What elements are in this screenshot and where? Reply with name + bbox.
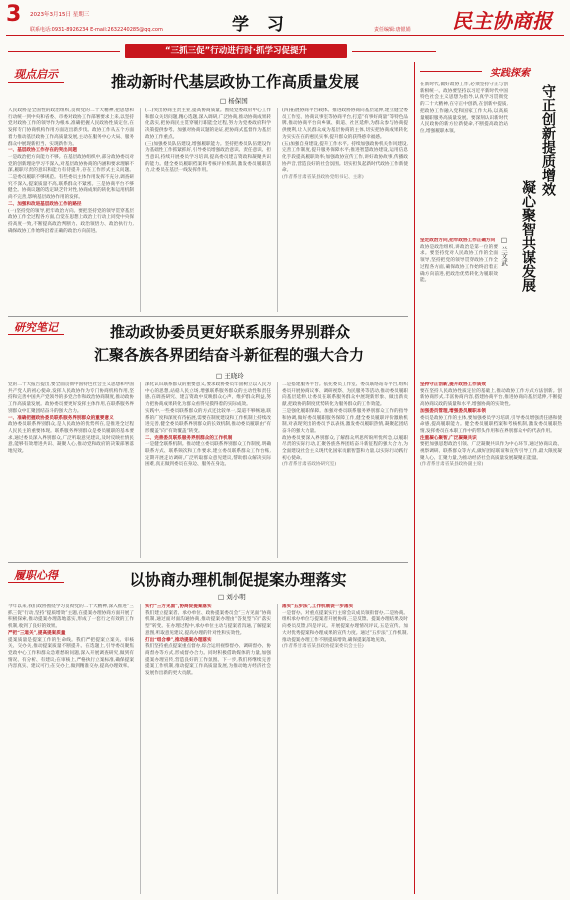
article3-tag: 履职心得 — [14, 569, 58, 582]
date-line: 2023年3月15日 星期三 — [30, 12, 90, 18]
article3-sub2: 实行“三方见面”,协商促提案落实 — [145, 604, 212, 609]
article2-sub1: 一、准确把握政协委员联系服务界别群众的重要意义 — [8, 415, 114, 421]
article2-col2 — [145, 382, 271, 558]
sidebar-sub1: 坚定政治方向,把牢政协工作正确方向 — [420, 238, 496, 243]
article3-body4: 一是督办。对重点提案实行主席会议成员领衔督办,二是协商。组织承办单位与提案者开展协商,三是反馈。提案办理结果及时向委员反馈,四是评议。开展提案办理情况评议,五是宣传。加大对优秀提案和办理成果的宣传力度。通过“五步法”工作机制,推动提案办理工作不断提质增效,确保提案落地见效。 — [282, 610, 408, 643]
a2-divider-2 — [277, 382, 278, 558]
article2-body1: 党的二十大报告提出,要全面贯彻中国特色社会主义思想和中国共产党人的初心使命,发挥人民政协作为专门协商机构作用,坚持和完善中国共产党领导的多党合作和政治协商制度,推动政协工作高质量发展。政协委员要更好发挥主体作用,在联系服务界别群众中汇聚团结奋斗的强大合力。 — [8, 382, 134, 414]
article2-body8: 政协委员要深入界别群众,了解群众所思所盼所忧所急,以履职尽责的实际行动,汇聚各族各界团结奋斗新征程的强大合力,为全面建设社会主义现代化国家贡献智慧和力量,以实际行动践行初心使命。 — [282, 435, 408, 461]
a3-divider-2 — [277, 604, 278, 894]
masthead-rule — [6, 35, 564, 36]
banner-text: “三抓三促”行动进行时·抓学习促提升 — [165, 46, 307, 56]
article3-body1: 今年以来,我们政协围绕学习贯彻党的二十大精神,深入推进“三抓三促”行动,坚持“提质增效”主题,在提案办理协商方面开展了积极探索,推动提案办理落地落实,形成了一套行之有效的工作机制,收到了良好的效果。 — [8, 604, 134, 630]
article1-footer: (作者系甘肃省某县政协党组书记、主席) — [282, 175, 364, 181]
article1-tag: 现点启示 — [14, 68, 58, 81]
article2-body3: 深化认识联系群众的重要意义,要求政协委员牢固树立以人民为中心的思想,站稳人民立场,增强联系服务群众的主动性和责任感,在调查研究、建言资政中反映群众心声、维护群众利益,努力把协商成果转化为群众看得见摸得着的实际成效。 — [145, 382, 271, 408]
article1-title: 推动新时代基层政协工作高质量发展 — [110, 73, 359, 91]
section-name: 学 习 — [232, 15, 290, 35]
banner-left-line — [8, 51, 120, 52]
article3-footer: (作者系甘肃省某县政协提案委员会主任) — [282, 644, 364, 650]
sidebar-title-line2: 凝心聚智共谋发展 — [520, 180, 536, 292]
sidebar-col-top — [420, 82, 508, 234]
article1-body4: (二)突出协商主责主业,提高协商质量。围绕党委政府中心工作和群众关切问题,精心选题,深入调研,广泛协商,推动协商成果转化落实,把协商民主贯穿履行职能全过程,努力为党委政府科学决策提供参考。加强对协商议题的论证,把协商式监督作为基层政协工作重点。 — [145, 108, 271, 140]
article1-body3: (一)坚持党的领导,把牢政治方向。要把坚持党的领导贯穿基层政协工作全过程各方面,自觉在思想上政治上行动上同党中央保持高度一致,不断提高政治判断力、政治领悟力、政治执行力,确保政协工作始终沿着正确的政治方向前进。 — [8, 208, 134, 234]
article3-body2: 提案质量是提案工作的生命线。我们严把提案立案关、审核关、交办关,推动提案质量不断提升。在选题上,引导委员聚焦党政中心工作和群众急难愁盼问题,深入开展调查研究,做到有情况、有分析、有建议;在审核上,严格执行立案标准,确保提案内容真实、建议可行;在交办上,做到精准交办,提高办理效率。 — [8, 637, 134, 670]
article2-body4: 实践中,一些委员联系群众的方式还比较单一,渠道不够畅通,联系的广度和深度有待拓展,需要在制度建设和工作机制上持续改进完善,健全委员联系界别群众的长效机制,推动委员履职由“有形覆盖”向“有效覆盖”转变。 — [145, 408, 271, 434]
article1-body2: 一是政治把方向能力不够。在基层政协组织中,部分政协委员对党的创新理论学习不深入,对基层政协协商的内涵和要求理解不深,履职尽责的意识和能力有待提升,存在工作形式主义问题。二是委员履职不够规范。有些委员主体作用发挥不充分,调查研究不深入,提案质量不高,联系群众不紧密。三是协商平台不够健全。协商议题的选定缺乏针对性,协商成果的转化和运用机制尚不完善,影响基层政协作用的发挥。 — [8, 154, 134, 201]
contact-line: 联系电话:0931-8926234 E-mail:2632240285@qq.com — [30, 27, 163, 33]
sidebar-body1: 在新时代,做好政协工作,必须坚持守正与创新相统一。政协要坚持以习近平新时代中国特色社会主义思想为指导,认真学习贯彻党的二十大精神,在守正中创新,在创新中提质,把政协工作融入党和国家工作大局,以高质量履职服务高质量发展。要深刻认识新时代人民政协的新方位新使命,不断提高政治站位,增强履职本领。 — [420, 82, 508, 134]
a1-divider-1 — [140, 108, 141, 312]
a2-bottom-rule — [8, 562, 408, 563]
article2-tag-underline — [8, 334, 64, 335]
a2-divider-1 — [140, 382, 141, 558]
sidebar-sub3: 加强委员管理,增强委员履职本领 — [420, 408, 486, 414]
sidebar-title-line1: 守正创新提质增效 — [540, 84, 556, 196]
article1-body7: (五)加强自身建设,提升工作水平。持续加强政协机关作风建设,完善工作制度,提升服务保障水平;推进智慧政协建设,运用信息化手段提高履职效率;加强政协宣传工作,讲好政协故事,传播政协声音,营造良好的社会氛围。切实担负起新时代政协工作新使命。 — [282, 141, 408, 174]
sidebar-sub4: 注重凝心聚智,广泛凝聚共识 — [420, 435, 477, 441]
article2-body7: 三是强化履职保障。加强对委员联系服务界别群众工作的指导和协调,做好委员履职服务保障工作,健全委员履职评价激励机制,对表现突出的委员予以表扬,激发委员履职热情,凝聚起团结奋斗的强大力量。 — [282, 408, 408, 434]
a1-divider-2 — [277, 108, 278, 312]
article1-author: □ 杨保国 — [220, 97, 248, 105]
article3-body5: 我们坚持重点提案重点督办,综合运用视察督办、调研督办、协商督办等方式,形成督办合力。同时积极借助媒体的力量,加强提案办理宣传,营造良好的工作氛围。下一步,我们将继续完善提案工作机制,推动提案工作高质量发展,为推动地方经济社会发展作出新的更大贡献。 — [145, 644, 271, 677]
article3-tag-underline — [8, 582, 64, 583]
article2-footer: (作者系甘肃省政协研究室) — [282, 462, 337, 468]
sidebar-col-low — [420, 382, 562, 894]
article1-sub2: 二、加强和改进基层政协工作的路径 — [8, 201, 82, 207]
sidebar-tag-line — [420, 71, 482, 72]
article2-title-line2: 汇聚各族各界团结奋斗新征程的强大合力 — [93, 346, 364, 364]
article2-body5: 一是健全联系机制。推动建立委员联系界别群众工作制度,明确联系方式、联系频次和工作要求,建立委员联系群众工作台账,定期开展走访调研,广泛听取群众意见建议,帮助群众解决实际困难,真正做到委员在身边、服务在身边。 — [145, 442, 271, 468]
article2-author: □ 王晓玲 — [216, 372, 244, 380]
article3-sub1: 严把“三道关”,提高提案质量 — [8, 630, 66, 636]
article3-author: □ 刘小明 — [218, 593, 246, 601]
sidebar-body5: 要把加强思想政治引领、广泛凝聚共识作为中心环节,通过协商议政、视察调研、联系群众等方式,做好团结联谊和宣传引导工作,最大限度凝聚人心、汇聚力量,为推动经济社会高质量发展凝聚正能量。 — [420, 442, 562, 461]
article1-sub1: 一、基层政协工作存在的突出问题 — [8, 148, 77, 154]
article2-tag: 研究笔记 — [14, 321, 58, 334]
article2-title-line1: 推动政协委员更好联系服务界别群众 — [109, 323, 350, 341]
article3-col2 — [145, 604, 271, 894]
sidebar-col-mid — [420, 238, 498, 378]
sidebar-tag: 实践探索 — [490, 68, 530, 79]
article3-col3 — [282, 604, 408, 894]
a1-bottom-rule — [8, 316, 408, 317]
sidebar-sub2: 坚持守正创新,提升政协工作质效 — [420, 382, 486, 387]
banner — [125, 44, 347, 58]
article2-col1 — [8, 382, 134, 558]
article3-sub4: 打出“组合拳”,推动提案办理落实 — [145, 637, 212, 643]
article2-col3 — [282, 382, 408, 558]
editor-line: 责任编辑:唐银娟 — [374, 27, 411, 33]
paper-logo: 民主协商报 — [452, 9, 552, 33]
sidebar-body4: 委员是政协工作的主体,要加强委员学习培训,引导委员增强责任感和使命感,提高履职能力。健全委员履职档案和考核机制,激发委员履职热情,发挥委员在本职工作中的带头作用和在界别群众中的代表作用。 — [420, 415, 562, 434]
page-number: 3 — [6, 2, 22, 27]
article3-body3: 我们建立提案者、承办单位、政协提案委员会“三方见面”协商机制,通过面对面沟通协商,推动提案办理由“答复型”向“落实型”转变。在办理过程中,承办单位主动与提案者沟通,了解提案意图,听取意见建议,提高办理的针对性和实效性。 — [145, 610, 271, 636]
sidebar-body2: 政协是政治组织,讲政治是第一位的要求。要坚持党对人民政协工作的全面领导,坚持把党的领导贯穿政协工作全过程各方面,确保政协工作始终沿着正确方向前进,把政治优势转化为履职效能。 — [420, 244, 498, 284]
sidebar-footer: (作者系甘肃省某县政协副主席) — [420, 462, 484, 468]
article3-title: 以协商办理机制促提案办理落实 — [129, 571, 347, 589]
article1-col1 — [8, 108, 134, 312]
article2-sub2: 二、完善委员联系服务界别群众的工作机制 — [145, 435, 233, 441]
article1-col2 — [145, 108, 271, 312]
article2-body6: 二是搭建服务平台。依托委员工作室、委员联络站等平台,组织委员开展协商议事、调研视察、为民服务等活动,推动委员履职向基层延伸,让委员在联系服务群众中展现新形象、做出新贡献,把政协的制度优势转化为服务群众的工作效能。 — [282, 382, 408, 408]
banner-right-line — [352, 51, 436, 52]
article1-tag-underline — [8, 82, 64, 83]
article3-col1 — [8, 604, 134, 894]
article1-body6: (四)拓展协商平台载体。推进政协协商向基层延伸,建立健全委员工作室、协商议事室等协商平台,打造“有事好商量”等特色品牌,推动协商平台向乡镇、街道、社区延伸,为群众参与协商提供便利,让人民群众成为基层协商的主体,切实把协商成果转化为实实在在的惠民实事,提升群众的获得感幸福感。 — [282, 108, 408, 140]
article2-body2: 政协委员联系界别群众,是人民政协的优势所在,是推进全过程人民民主的重要体现。联系服务界别群众是委员履职的基本要求,通过委员深入界别群众,广泛听取意见建议,及时反映社情民意,能够有效增进共识、凝聚人心,推动党和政府的决策部署落地见效。 — [8, 422, 134, 455]
article1-body5: (三)加强委员队伍建设,增强履职能力。坚持把委员队伍建设作为基础性工作抓紧抓好,引导委员增强政治意识、责任意识、担当意识,持续开展委员学习培训,提高委员建言资政和凝聚共识的能力。健全委员履职档案和考核评价机制,激发委员履职活力,让委员在基层一线发挥作用。 — [145, 141, 271, 174]
article1-col3 — [282, 108, 408, 312]
article1-body1: 人民政协是全国性的政治组织,贯彻党的二十大精神,把思想和行动统一到中央和省委、市委对政协工作部署要求上来,以坚持党对政协工作的领导作为根本,准确把握人民政协性质定位,在发挥专门协商机构作用方面迈出新步伐。政协工作从五个方面着力推动基层政协工作高质量发展,主动在服务中心大局、服务群众中展现新担当、实现新作为。 — [8, 108, 134, 147]
sidebar-body3: 要在坚持人民政协性质定位的基础上,推动政协工作方式方法创新。创新协商形式,丰富协商内容,搭建协商平台,推进协商向基层延伸,不断提高协商议政的质量和水平,增强协商的实效性。 — [420, 388, 562, 408]
article3-sub3: 落实“五步法”,工作机制促一步落实 — [282, 604, 354, 609]
a3-divider-1 — [140, 604, 141, 894]
sidebar-author: □ 兰文武 — [500, 236, 508, 266]
sidebar-divider — [414, 62, 415, 894]
